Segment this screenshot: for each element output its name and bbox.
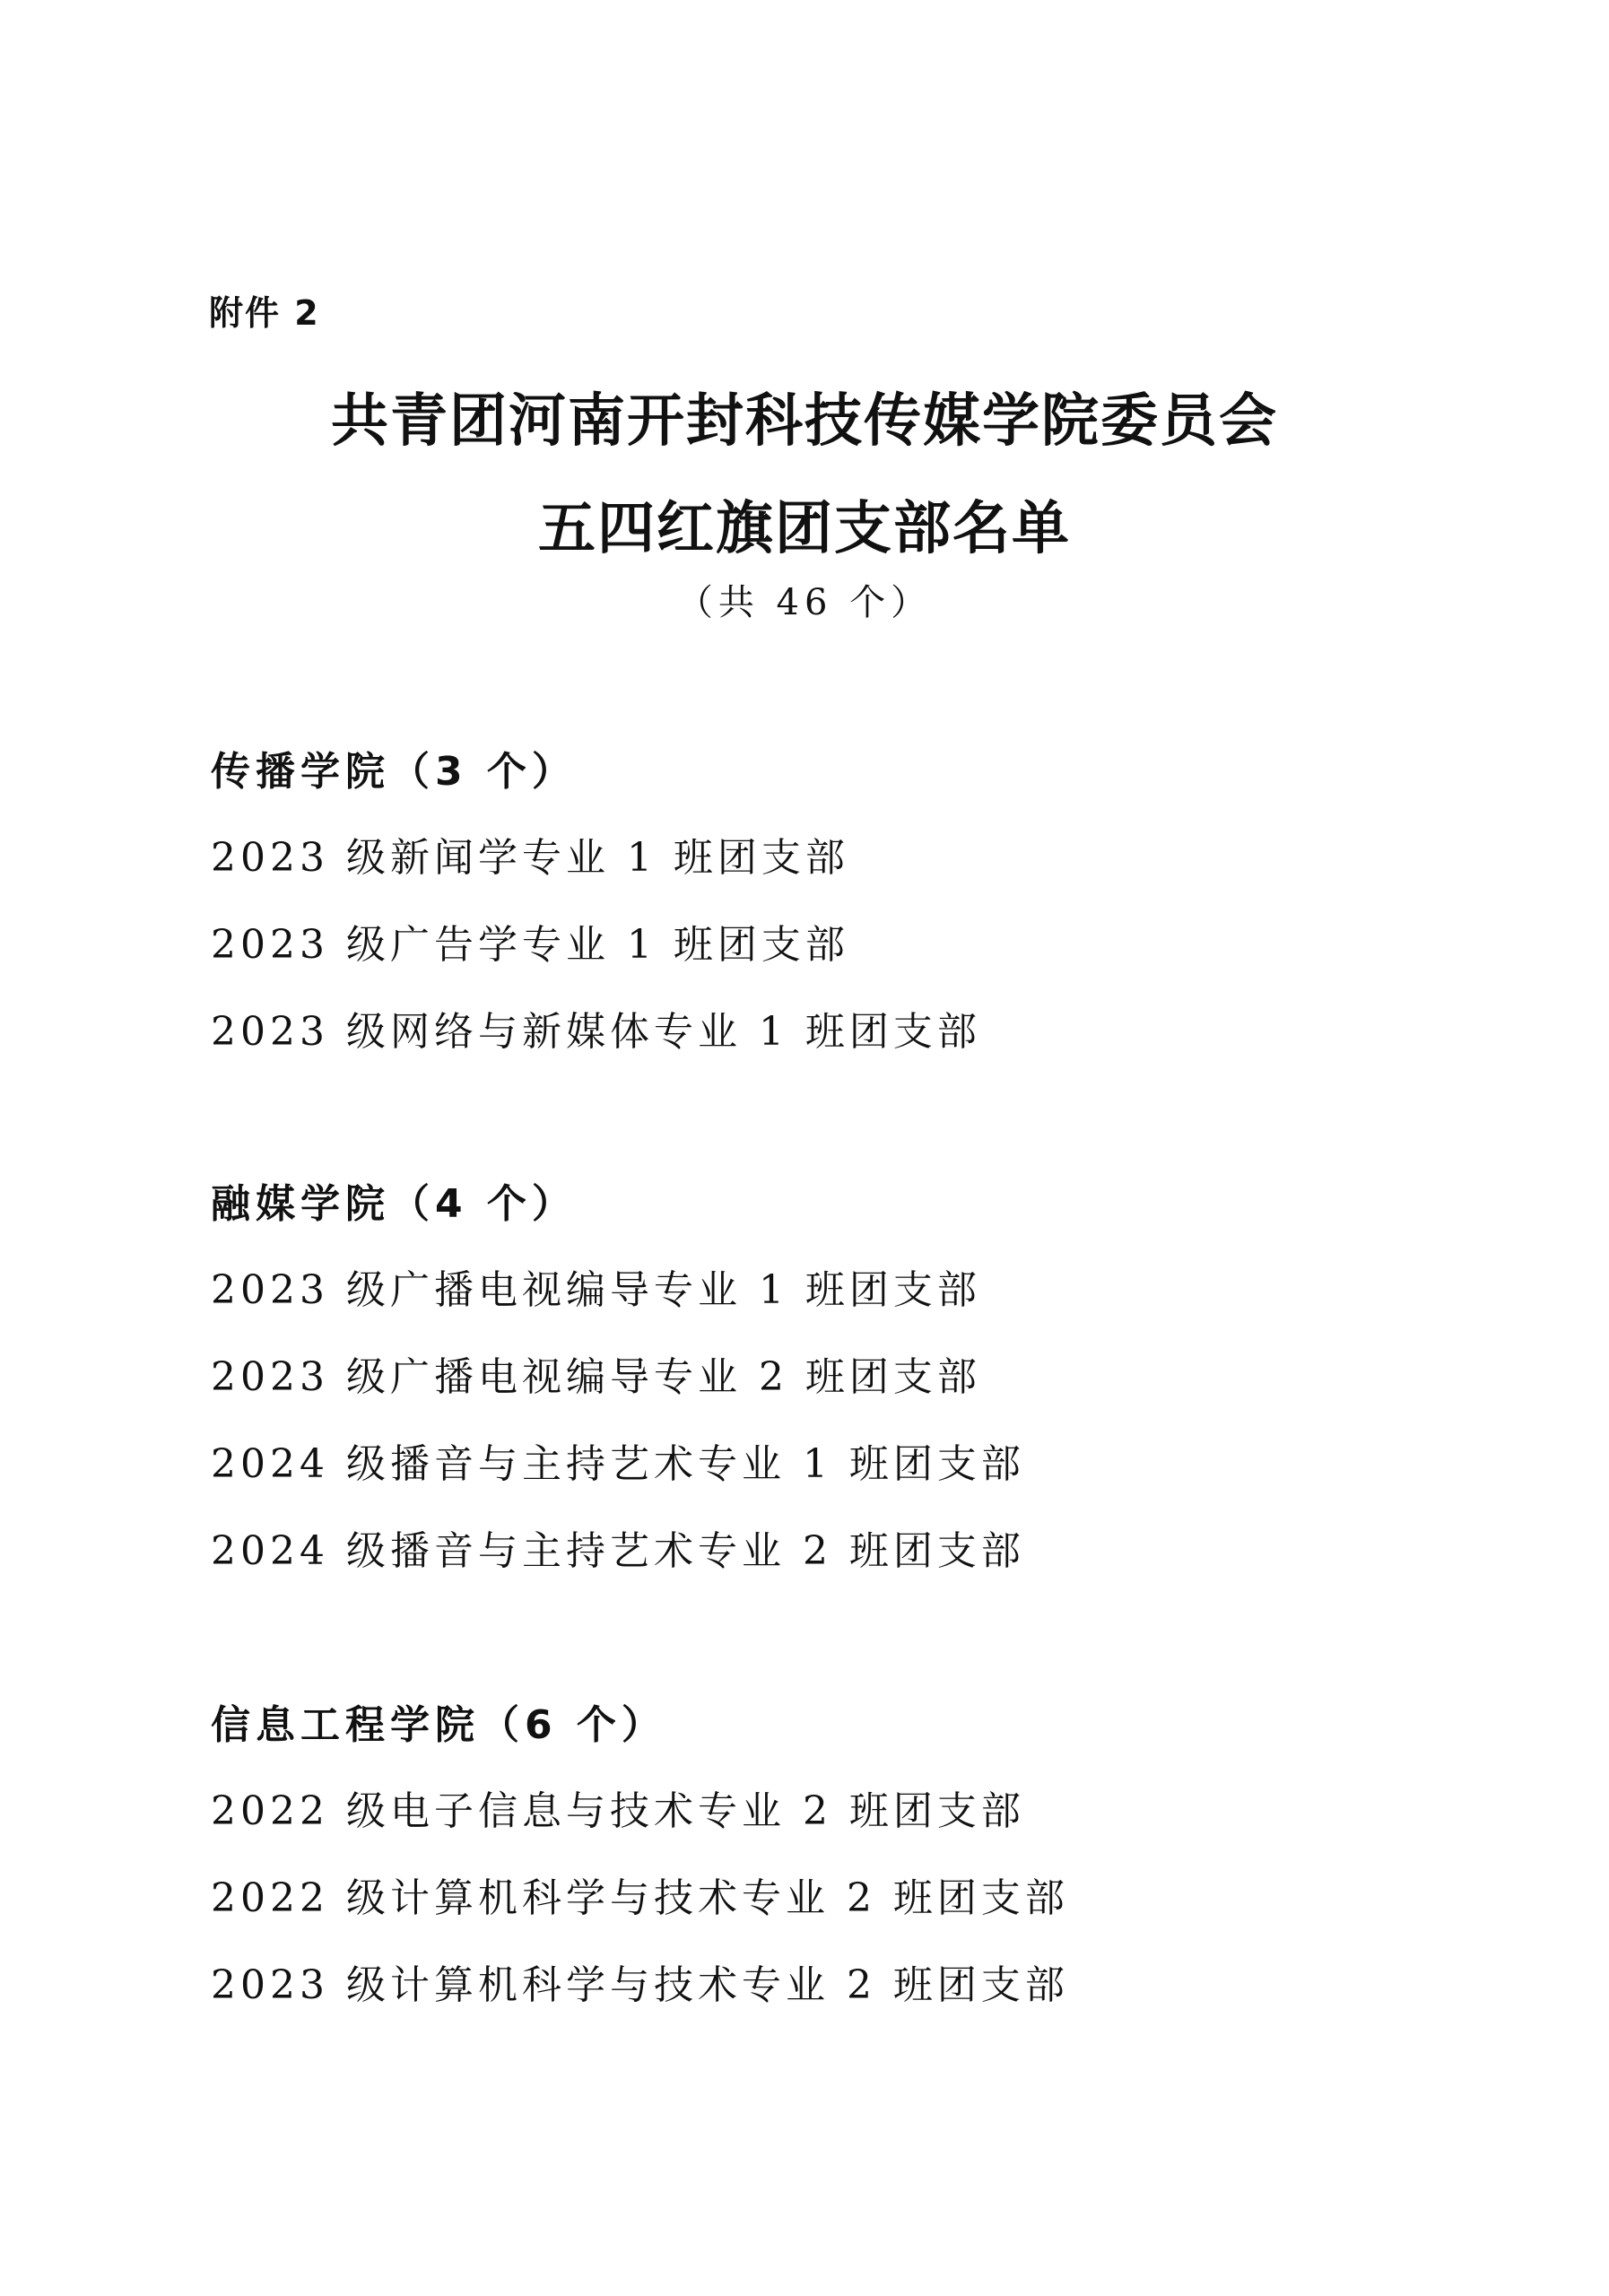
attachment-label: 附件 2 [209, 293, 320, 333]
section-heading: 传播学院（3 个） [211, 749, 577, 795]
section-information-engineering-college [211, 1700, 1466, 2047]
list-item: 2023 级网络与新媒体专业 1 班团支部 [211, 1009, 981, 1055]
total-count-note: （共 46 个） [676, 582, 933, 623]
list-item: 2024 级播音与主持艺术专业 2 班团支部 [211, 1528, 1025, 1574]
list-item: 2022 级计算机科学与技术专业 2 班团支部 [211, 1875, 1069, 1921]
document-title-line1: 共青团河南开封科技传媒学院委员会 [331, 388, 1278, 455]
list-item: 2023 级新闻学专业 1 班团支部 [211, 835, 849, 881]
list-item: 2023 级广告学专业 1 班团支部 [211, 922, 849, 968]
section-media-convergence-college [211, 1178, 1466, 1613]
list-item: 2023 级广播电视编导专业 2 班团支部 [211, 1354, 981, 1400]
list-item: 2022 级电子信息与技术专业 2 班团支部 [211, 1788, 1025, 1834]
list-item: 2023 级计算机科学与技术专业 2 班团支部 [211, 1962, 1069, 2008]
document-title-line2: 五四红旗团支部名单 [538, 496, 1071, 562]
list-item: 2024 级播音与主持艺术专业 1 班团支部 [211, 1441, 1025, 1487]
list-item: 2023 级广播电视编导专业 1 班团支部 [211, 1267, 981, 1313]
section-heading: 融媒学院（4 个） [211, 1181, 577, 1227]
section-communication-college [211, 746, 1466, 1093]
section-heading: 信息工程学院（6 个） [211, 1702, 666, 1748]
